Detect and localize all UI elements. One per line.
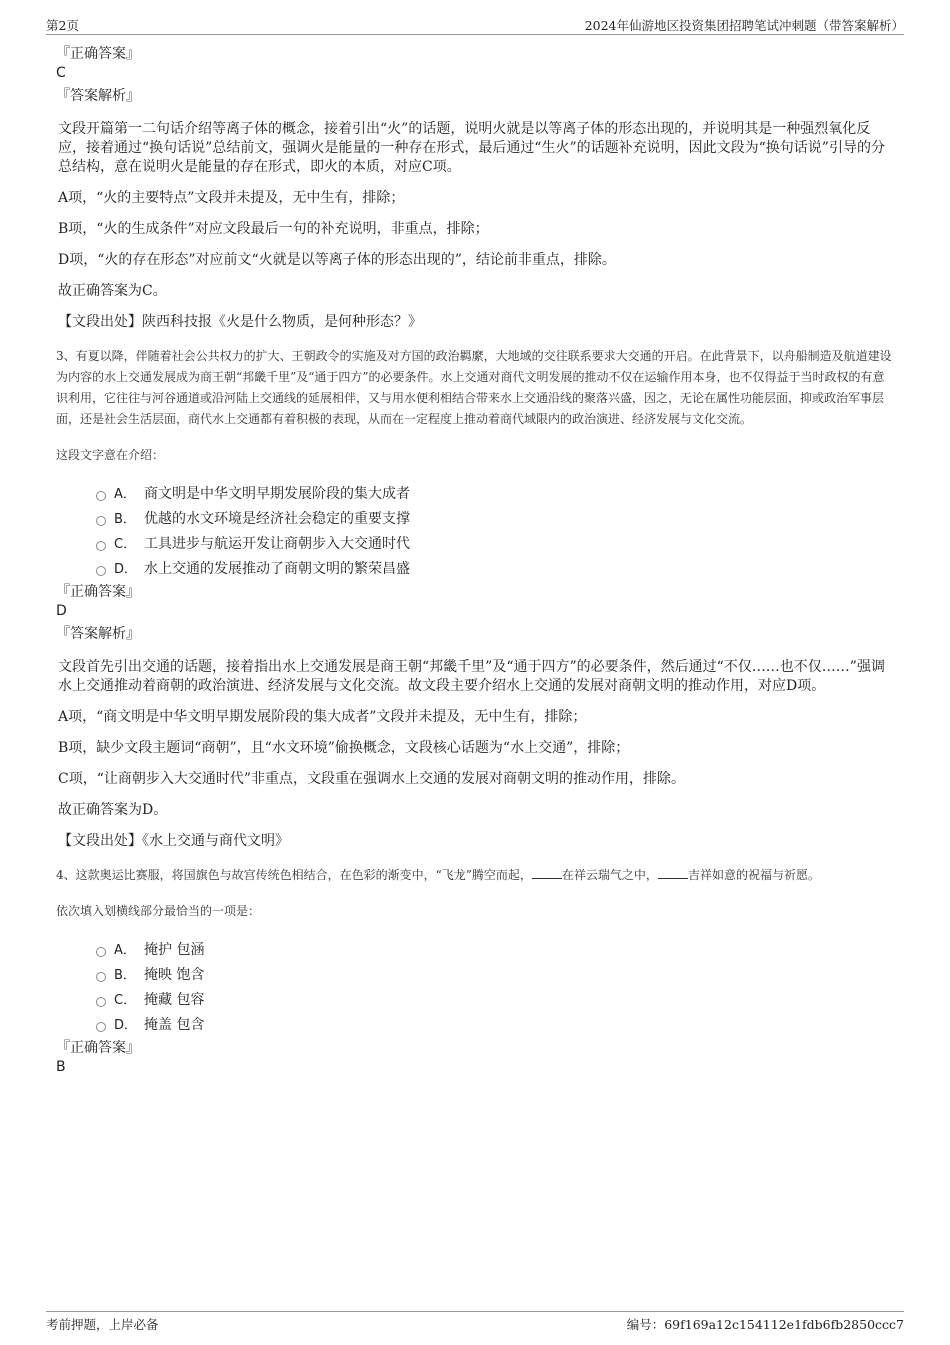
q3-source: 【文段出处】《水上交通与商代文明》 xyxy=(58,833,289,849)
q3-prompt: 这段文字意在介绍： xyxy=(56,448,165,462)
q3-option-c-note: C项，“让商朝步入大交通时代”非重点，文段重在强调水上交通的发展对商朝文明的推动作用，排除。 xyxy=(58,771,686,787)
radio-icon[interactable] xyxy=(96,541,106,551)
radio-icon[interactable] xyxy=(96,972,106,982)
q2-answer: C xyxy=(56,65,66,81)
q2-option-b-note: B项，“火的生成条件”对应文段最后一句的补充说明，非重点，排除； xyxy=(58,221,489,237)
q3-option-c[interactable]: C． 工具进步与航运开发让商朝步入大交通时代 xyxy=(96,532,896,557)
document-id: 编号：69f169a12c154112e1fdb6fb2850ccc7 xyxy=(626,1317,904,1332)
q2-source: 【文段出处】陕西科技报《火是什么物质，是何种形态？》 xyxy=(58,314,422,330)
q4-question: 4、这款奥运比赛服，将国旗色与故宫传统色相结合，在色彩的渐变中，“飞龙”腾空而起， 在祥云瑞气之中， 吉祥如意的祝福与祈愿。 xyxy=(56,868,820,882)
answer-label: 『正确答案』 xyxy=(56,584,140,600)
q3-answer: D xyxy=(56,603,67,619)
q2-final-answer: 故正确答案为C。 xyxy=(58,283,167,299)
page-content xyxy=(56,44,896,1080)
analysis-label: 『答案解析』 xyxy=(56,626,140,642)
q3-option-a[interactable]: A． 商文明是中华文明早期发展阶段的集大成者 xyxy=(96,482,896,507)
page-number: 第2页 xyxy=(46,18,79,33)
radio-icon[interactable] xyxy=(96,516,106,526)
radio-icon[interactable] xyxy=(96,566,106,576)
q3-question: 3、有夏以降，伴随着社会公共权力的扩大、王朝政令的实施及对方国的政治羁縻，大地域的交往联系要求大交通的开启。在此背景下，以舟船制造及航道建设为内容的水上交通发展成为商王朝“邦畿千里”及“通于四方”的必要条件。水上交通对商代文明发展的推动不仅在运输作用本身，也不仅得益于当时政权的有意识利用，它往往与河谷通道或沿河陆上交通线的延展相伴，又与用水便利相结合带来水上交通沿线的聚落兴盛，因之，无论在属性功能层面，抑或政治军事层面，还是社会生活层面，商代水上交通都有着积极的表现，从而在一定程度上推动着商代域限内的政治演进、经济发展与文化交流。 xyxy=(56,349,892,426)
q2-option-a-note: A项，“火的主要特点”文段并未提及，无中生有，排除； xyxy=(58,190,405,206)
q4-option-d[interactable]: D． 掩盖 包含 xyxy=(96,1013,896,1038)
q3-options xyxy=(96,482,896,582)
q4-option-b[interactable]: B． 掩映 饱含 xyxy=(96,963,896,988)
q4-options xyxy=(96,938,896,1038)
q3-final-answer: 故正确答案为D。 xyxy=(58,802,168,818)
answer-label: 『正确答案』 xyxy=(56,46,140,62)
analysis-label: 『答案解析』 xyxy=(56,88,140,104)
radio-icon[interactable] xyxy=(96,947,106,957)
q3-option-b-note: B项，缺少文段主题词“商朝”，且“水文环境”偷换概念，文段核心话题为“水上交通”，排除； xyxy=(58,740,630,756)
q2-analysis: 文段开篇第一二句话介绍等离子体的概念，接着引出“火”的话题，说明火就是以等离子体的形态出现的，并说明其是一种强烈氧化反应，接着通过“换句话说”总结前文，强调火是能量的一种存在形式，最后通过“生火”的话题补充说明，因此文段为“换句话说”引导的分总结构，意在说明火是能量的存在形式，即火的本质，对应C项。 xyxy=(58,121,885,175)
fill-blank xyxy=(658,868,688,879)
footer-slogan: 考前押题，上岸必备 xyxy=(46,1317,159,1332)
radio-icon[interactable] xyxy=(96,997,106,1007)
radio-icon[interactable] xyxy=(96,491,106,501)
page-footer xyxy=(46,1311,904,1332)
fill-blank xyxy=(532,868,562,879)
q2-option-d-note: D项，“火的存在形态”对应前文“火就是以等离子体的形态出现的”，结论前非重点，排除。 xyxy=(58,252,616,268)
q3-option-d[interactable]: D． 水上交通的发展推动了商朝文明的繁荣昌盛 xyxy=(96,557,896,582)
document-title: 2024年仙游地区投资集团招聘笔试冲刺题（带答案解析） xyxy=(584,18,904,33)
answer-label: 『正确答案』 xyxy=(56,1040,140,1056)
q4-prompt: 依次填入划横线部分最恰当的一项是： xyxy=(56,904,261,918)
q4-option-a[interactable]: A． 掩护 包涵 xyxy=(96,938,896,963)
page-header xyxy=(46,16,904,35)
q3-analysis: 文段首先引出交通的话题，接着指出水上交通发展是商王朝“邦畿千里”及“通于四方”的必要条件，然后通过“不仅……也不仅……”强调水上交通推动着商朝的政治演进、经济发展与文化交流。故文段主要介绍水上交通的发展对商朝文明的推动作用，对应D项。 xyxy=(58,659,885,694)
q3-option-a-note: A项，“商文明是中华文明早期发展阶段的集大成者”文段并未提及，无中生有，排除； xyxy=(58,709,587,725)
q3-option-b[interactable]: B． 优越的水文环境是经济社会稳定的重要支撑 xyxy=(96,507,896,532)
q4-answer: B xyxy=(56,1059,66,1075)
radio-icon[interactable] xyxy=(96,1022,106,1032)
q4-option-c[interactable]: C． 掩藏 包容 xyxy=(96,988,896,1013)
